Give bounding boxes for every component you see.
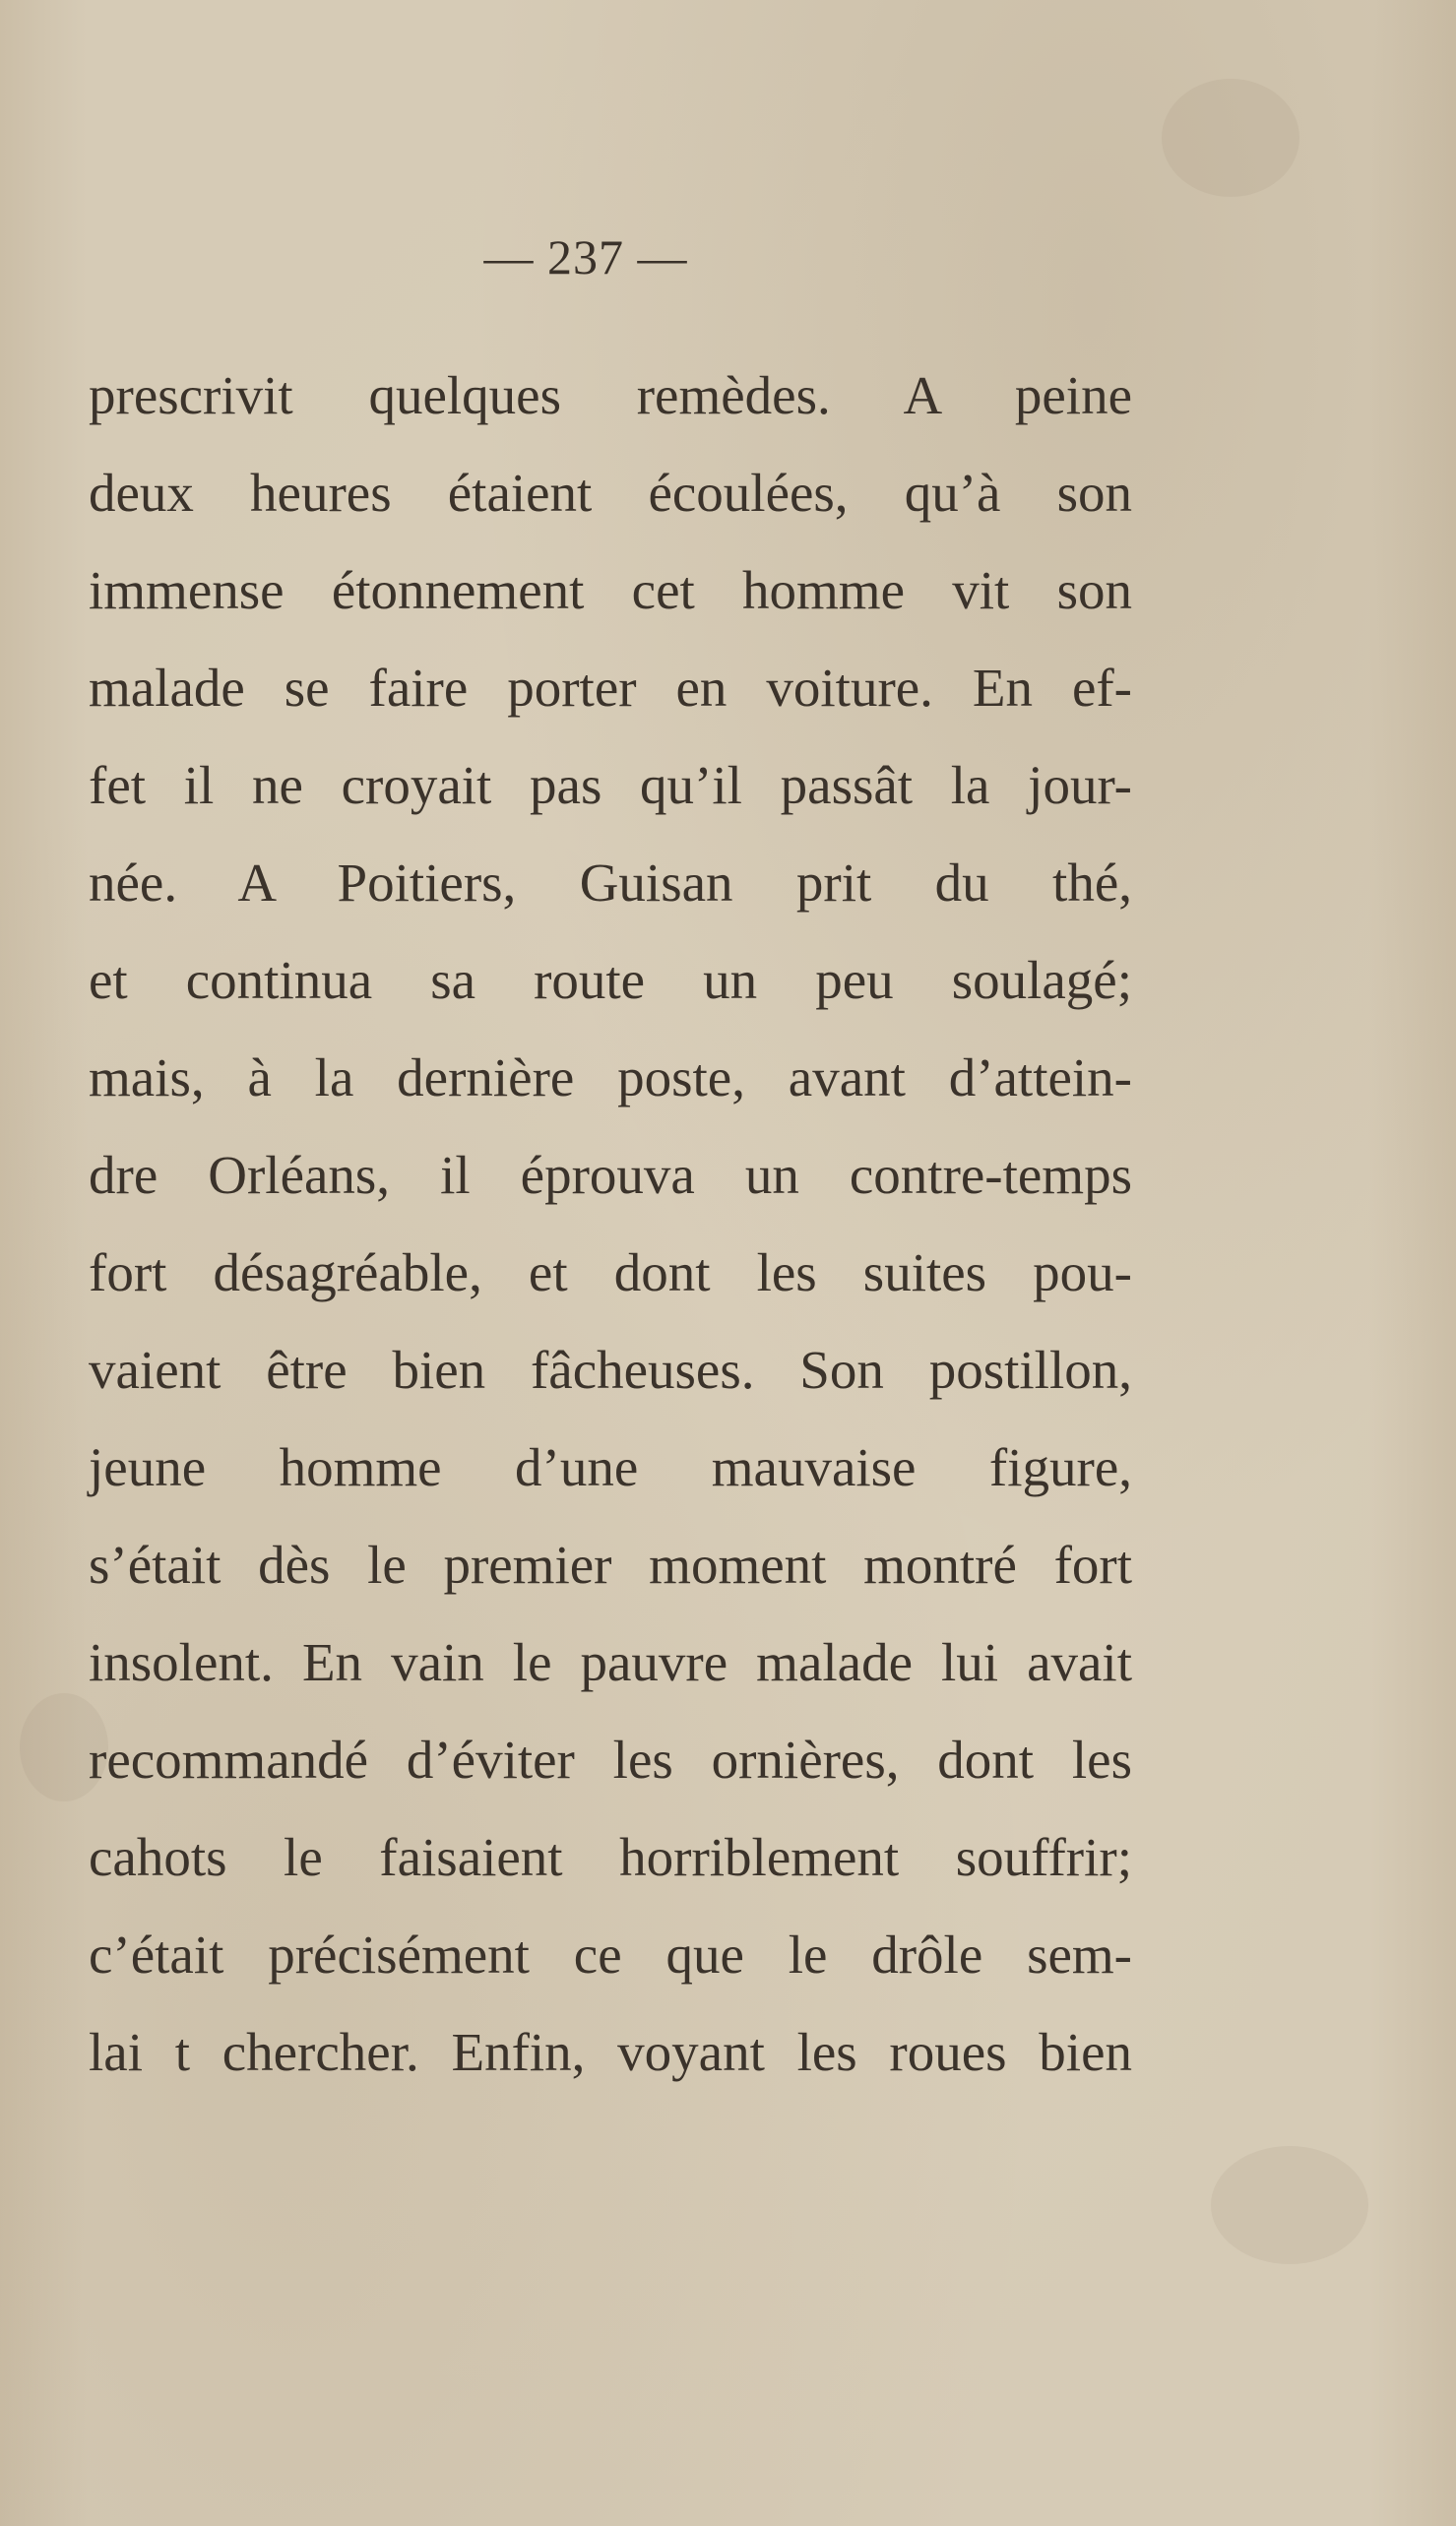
- text-line: jeune homme d’une mauvaise figure,: [89, 1437, 1132, 1497]
- text-line: née. A Poitiers, Guisan prit du thé,: [89, 853, 1132, 913]
- text-line: insolent. En vain le pauvre malade lui avait: [89, 1632, 1132, 1692]
- text-line: cahots le faisaient horriblement souffrir;: [89, 1827, 1132, 1887]
- text-line: vaient être bien fâcheuses. Son postillon,: [89, 1340, 1132, 1400]
- text-line: et continua sa route un peu soulagé;: [89, 950, 1132, 1010]
- paper-stain: [1211, 2146, 1368, 2264]
- page-number: — 237 —: [483, 229, 688, 284]
- body-text: [89, 347, 1132, 2101]
- text-line: s’était dès le premier moment montré fort: [89, 1535, 1132, 1595]
- text-line: prescrivit quelques remèdes. A peine: [89, 365, 1132, 425]
- text-line: fet il ne croyait pas qu’il passât la jour-: [89, 755, 1132, 815]
- text-line: malade se faire porter en voiture. En ef-: [89, 658, 1132, 718]
- text-line: dre Orléans, il éprouva un contre-temps: [89, 1145, 1132, 1205]
- paper-stain: [1162, 79, 1299, 197]
- text-line: immense étonnement cet homme vit son: [89, 560, 1132, 620]
- text-line: c’était précisément ce que le drôle sem-: [89, 1925, 1132, 1985]
- text-line: recommandé d’éviter les ornières, dont les: [89, 1730, 1132, 1790]
- text-line: fort désagréable, et dont les suites pou-: [89, 1242, 1132, 1302]
- text-line: mais, à la dernière poste, avant d’attein-: [89, 1047, 1132, 1107]
- text-line: lai t chercher. Enfin, voyant les roues bien: [89, 2022, 1132, 2082]
- text-line: deux heures étaient écoulées, qu’à son: [89, 463, 1132, 523]
